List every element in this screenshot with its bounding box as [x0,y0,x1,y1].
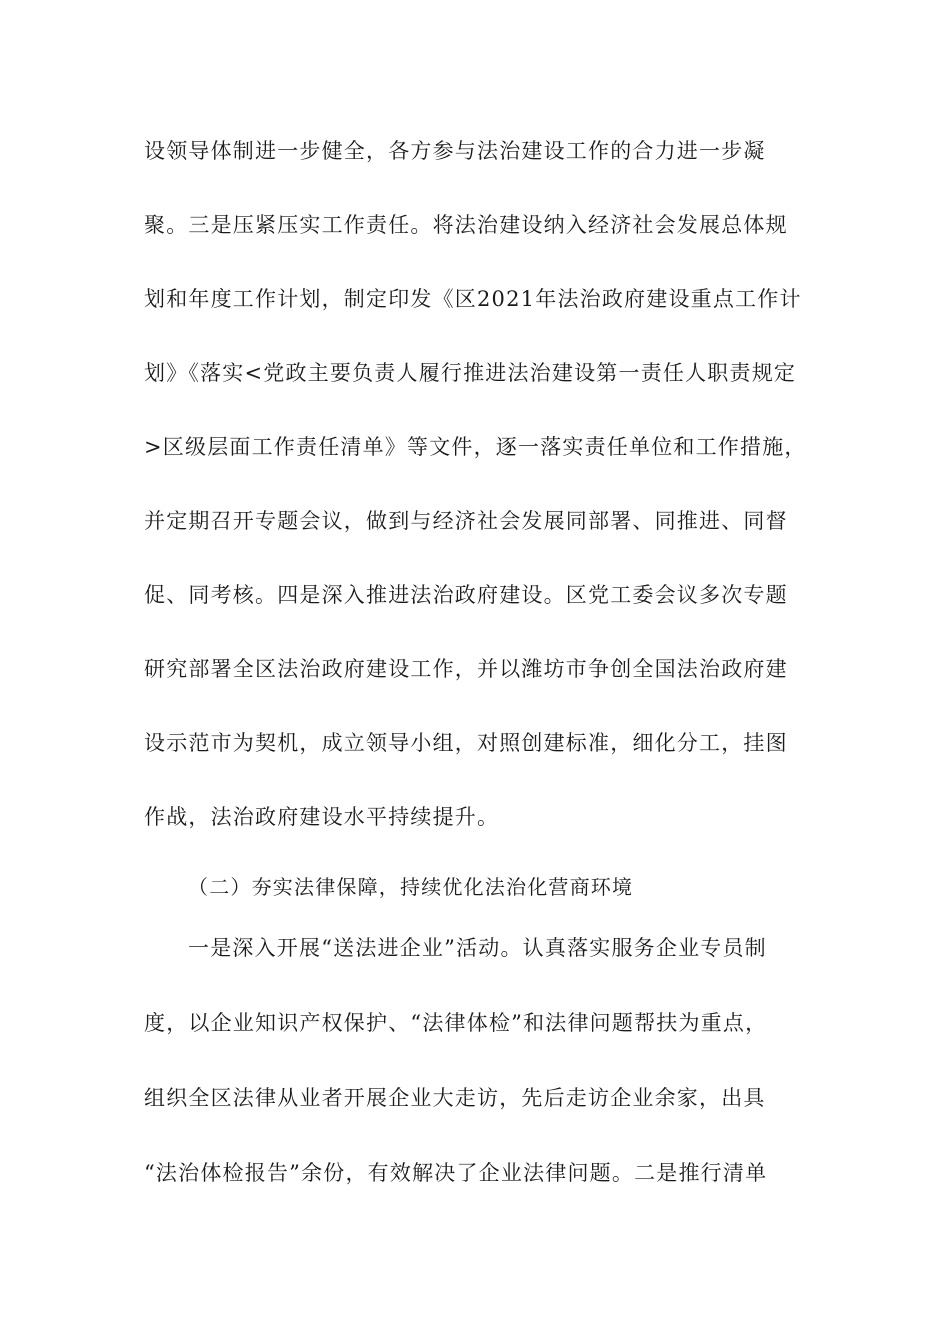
text-line-1: 设领导体制进一步健全，各方参与法治建设工作的合力进一步凝 [144,139,766,163]
paragraph2-line-3: 组织全区法律从业者开展企业大走访，先后走访企业余家，出具 [144,1086,766,1110]
text-line-9: 设示范市为契机，成立领导小组，对照创建标准，细化分工，挂图 [144,731,788,755]
paragraph2-line-4: “法治体检报告”余份，有效解决了企业法律问题。二是推行清单 [144,1161,768,1185]
text-line-4: 划》《落实<党政主要负责人履行推进法治建设第一责任人职责规定 [144,361,797,385]
text-line-8: 研究部署全区法治政府建设工作，并以潍坊市争创全国法治政府建 [144,657,788,681]
text-line-10: 作战，法治政府建设水平持续提升。 [144,805,500,829]
paragraph2-line-1: 一是深入开展“送法进企业”活动。认真落实服务企业专员制 [188,936,767,960]
text-line-5: >区级层面工作责任清单》等文件，逐一落实责任单位和工作措施， [144,435,807,459]
text-line-7: 促、同考核。四是深入推进法治政府建设。区党工委会议多次专题 [144,583,788,607]
text-line-2: 聚。三是压紧压实工作责任。将法治建设纳入经济社会发展总体规 [144,213,788,237]
text-line-6: 并定期召开专题会议，做到与经济社会发展同部署、同推进、同督 [144,509,788,533]
paragraph2-line-2: 度，以企业知识产权保护、“法律体检”和法律问题帮扶为重点， [144,1011,768,1035]
text-line-3: 划和年度工作计划，制定印发《区2021年法治政府建设重点工作计 [144,287,802,311]
section-heading: （二）夯实法律保障，持续优化法治化营商环境 [188,875,634,899]
